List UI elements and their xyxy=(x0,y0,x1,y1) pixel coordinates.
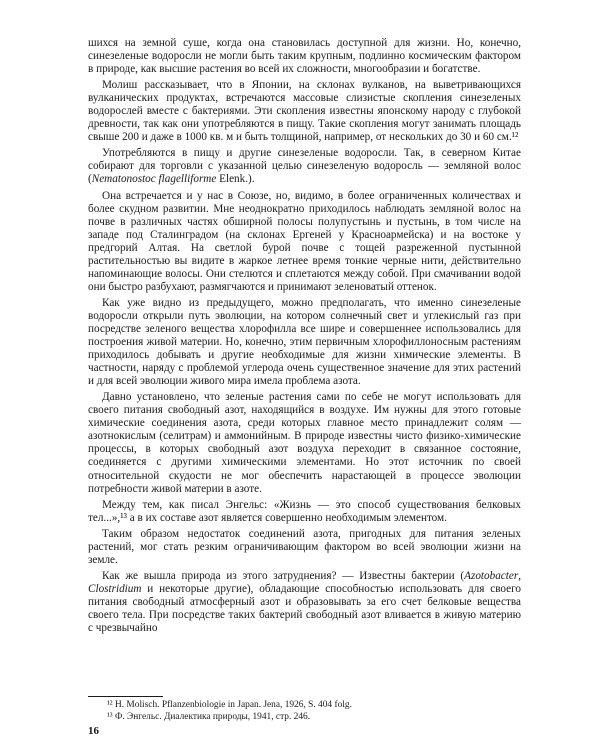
page-body xyxy=(88,37,521,635)
footnote-13: ¹³ Ф. Энгельс. Диалектика природы, 1941, стр. 246. xyxy=(107,711,311,722)
paragraph: шихся на земной суше, когда она становилась доступной для жизни. Но, конечно, синезеленые водоросли не могли быть таким крупным, подлинно космическим фактором в природе, как высшие растения во всей их сложности, многообразии и богатстве. xyxy=(88,37,521,76)
paragraph: Она встречается и у нас в Союзе, но, видимо, в более ограниченных количествах и более скудном развитии. Мне неоднократно приходилось наблюдать земляной волос на почве в различных частях обширной полосы полупустынь и пустынь, в том числе на западе под Сталинградом (на склонах Ергеней у Красноармейска) и на востоке у предгорий Алтая. На светлой бурой почве с тощей разреженной пустынной растительностью вы видите в жаркое летнее время тонкие черные нити, действительно напоминающие волосы. Они стелются и сплетаются между собой. При смачивании водой они быстро разбухают, размягчаются и принимают зеленоватый оттенок. xyxy=(88,189,521,293)
paragraph: Как же вышла природа из этого затруднения? — Известны бактерии (Azotobacter, Clostridium и некоторые другие), обладающие способностью использовать для своего питания свободный атмосферный азот и образовывать за его счет белковые вещества своего тела. При посредстве таких бактерий свободный азот вливается в живую материю с чрезвычайно xyxy=(88,569,521,635)
footnote-12: ¹² Н. Molisch. Pflanzenbiologie in Japan. Jena, 1926, S. 404 folg. xyxy=(107,700,352,710)
footnotes xyxy=(107,700,521,724)
paragraph: Употребляются в пищу и другие синезеленые водоросли. Так, в северном Китае собирают для торговли с указанной целью синезеленую водоросль — земляной волос (Nematonostoc flagelliforme Elenk.). xyxy=(88,147,521,186)
paragraph: Молиш рассказывает, что в Японии, на склонах вулканов, на выветривающихся вулканических продуктах, встречаются массовые слизистые скопления синезеленых водорослей вместе с бактериями. Эти скопления известны японскому народу с глубокой древности, так как они употребляются в пищу. Такие скопления могут занимать площадь свыше 200 и даже в 1000 кв. м и быть толщиной, например, от нескольких до 30 и 60 см.¹² xyxy=(88,79,521,144)
paragraph: Как уже видно из предыдущего, можно предполагать, что именно синезеленые водоросли открыли путь эволюции, на котором солнечный свет и углекислый газ при посредстве зеленого вещества хлорофилла все шире и совершеннее использовались для построения живой материи. Но, конечно, этим первичным хлорофиллоносным растениям приходилось добывать и другие необходимые для жизни химические элементы. В частности, наряду с проблемой углерода очень существенное значение для этих растений и для всей эволюции живого мира имела проблема азота. xyxy=(88,296,521,388)
paragraph: Между тем, как писал Энгельс: «Жизнь — это способ существования белковых тел...»,¹³ а в их составе азот является совершенно необходимым элементом. xyxy=(88,498,521,524)
page-number: 16 xyxy=(88,725,99,737)
footnote-divider xyxy=(88,696,163,697)
paragraph: Таким образом недостаток соединений азота, пригодных для питания зеленых растений, мог стать резким ограничивающим фактором во всей эволюции жизни на земле. xyxy=(88,527,521,566)
paragraph: Давно установлено, что зеленые растения сами по себе не могут использовать для своего питания свободный азот, находящийся в воздухе. Им нужны для этого готовые химические соединения азота, среди которых главное место принадлежит солям — азотнокислым (селитрам) и аммонийным. В природе известны чисто физико-химические процессы, в которых свободный азот воздуха переходит в связанное состояние, соединяется с другими химическими элементами. Но этот источник по своей относительной скудости не мог обеспечить нарастающей в процессе эволюции потребности живой материи в азоте. xyxy=(88,391,521,495)
